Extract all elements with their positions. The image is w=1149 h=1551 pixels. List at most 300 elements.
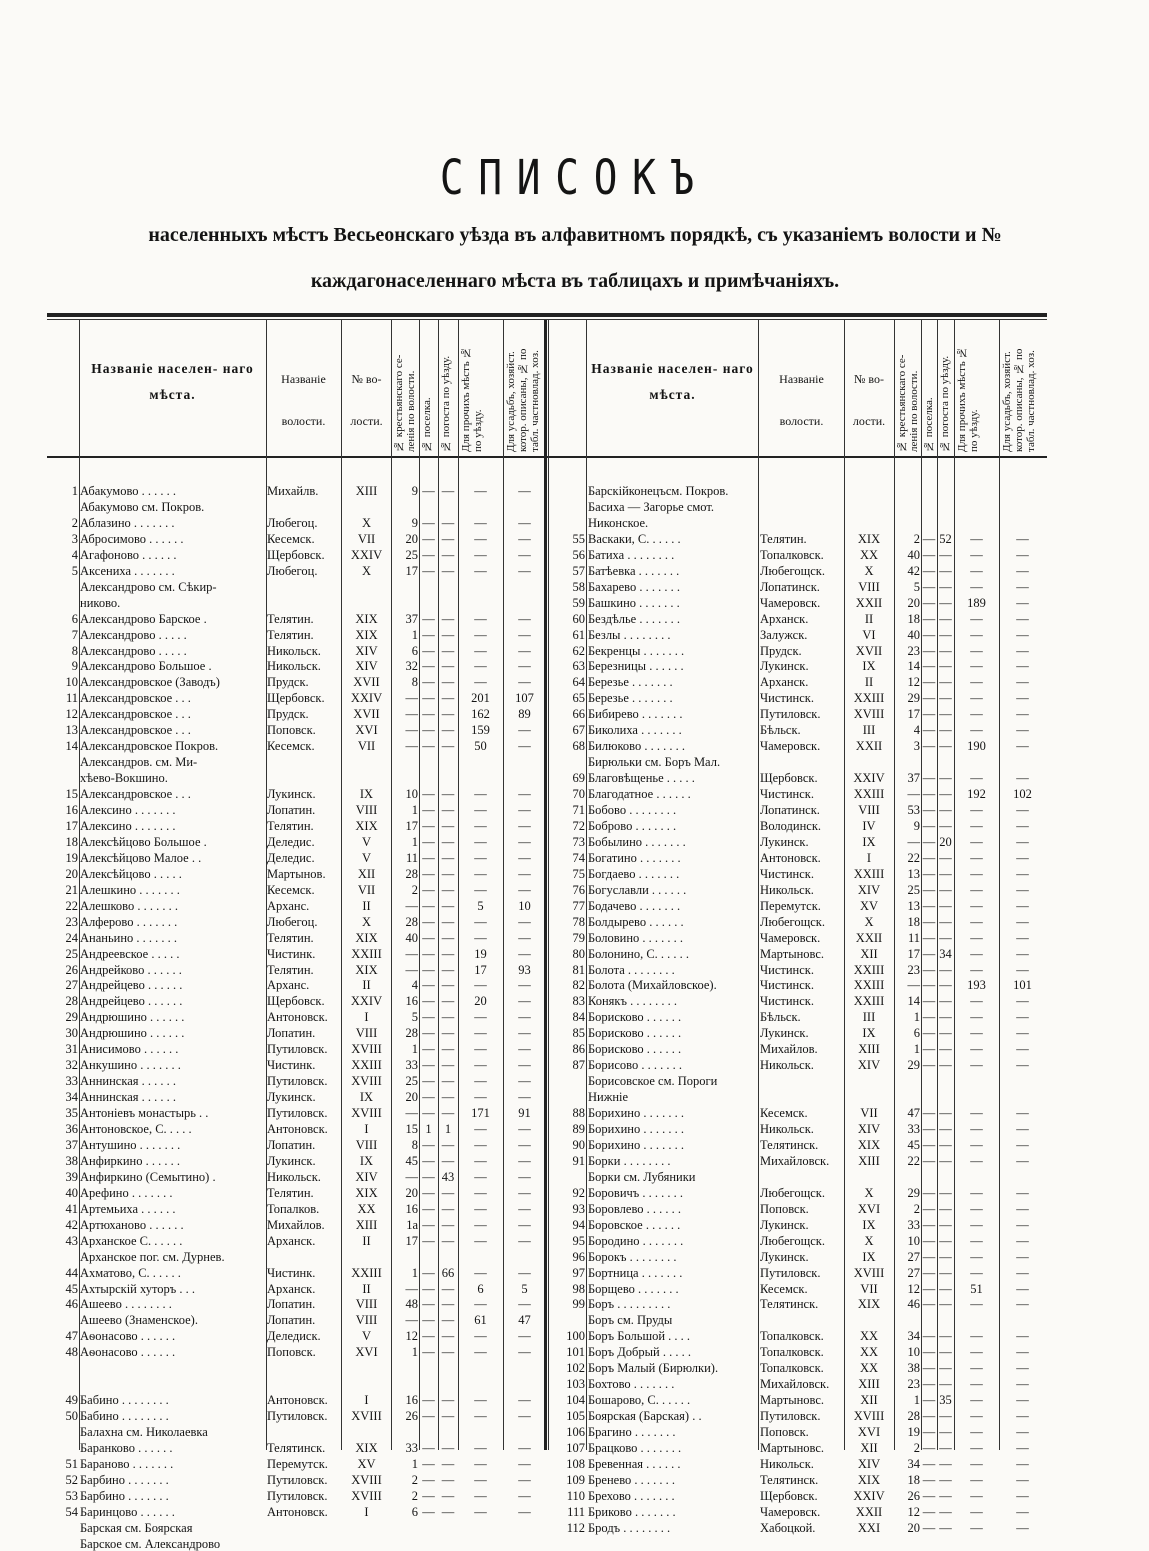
entry-number: 105 (566, 1409, 585, 1424)
estate-number: — (518, 627, 531, 642)
estate-number: — (518, 946, 531, 961)
volost-name: Перемутск. (760, 898, 821, 913)
village-number: 25 (405, 547, 418, 562)
place-name: Боровичъ . . . . . . . (588, 1185, 684, 1200)
settlement-number: — (422, 834, 435, 849)
entry-number: 98 (572, 1281, 585, 1296)
estate-number: 101 (1013, 978, 1032, 993)
estate-number: — (518, 1058, 531, 1073)
place-name: Биколиха . . . . . . . (588, 723, 682, 738)
volost-number: I (866, 850, 872, 865)
place-name: Барбино . . . . . . . (80, 1488, 169, 1503)
volost-name: Любегоц. (267, 563, 318, 578)
pogost-number: — (441, 627, 455, 642)
volost-number: IX (862, 1026, 876, 1041)
pogost-number: — (939, 1106, 952, 1121)
place-name: Арханское С. . . . . . (80, 1233, 183, 1248)
other-number: 20 (474, 994, 487, 1009)
village-number: 13 (907, 898, 920, 913)
volost-number: XIII (858, 1153, 880, 1168)
settlement-number: — (422, 1393, 435, 1408)
volost-number: XVIII (853, 1265, 885, 1280)
estate-number: — (518, 1393, 531, 1408)
pogost-number: — (441, 1074, 455, 1089)
volost-name: Михайлов. (760, 1042, 818, 1057)
settlement-number: — (922, 1249, 936, 1264)
pogost-number: — (939, 866, 952, 881)
entry-number: 96 (572, 1249, 585, 1264)
other-number: — (970, 1106, 983, 1121)
estate-number: — (518, 1026, 531, 1041)
estate-number: 89 (518, 707, 531, 722)
estate-number: — (518, 1233, 531, 1248)
volost-name: Прудск. (267, 707, 309, 722)
village-number: — (405, 946, 418, 961)
volost-number: XVIII (351, 1106, 382, 1121)
volost-number: XXIII (853, 787, 885, 802)
estate-number: — (518, 675, 531, 690)
other-number: — (474, 1345, 487, 1360)
village-number: 17 (907, 946, 920, 961)
village-number: 42 (907, 563, 920, 578)
estate-number: — (1016, 611, 1029, 626)
place-name: Бородино . . . . . . . (588, 1233, 684, 1248)
settlement-number: — (422, 1217, 435, 1232)
other-number: 189 (967, 595, 986, 610)
village-number: 45 (907, 1137, 920, 1152)
estate-number: — (518, 1345, 531, 1360)
right-table-row (0, 755, 1149, 769)
village-number: 9 (913, 818, 920, 833)
village-number: — (907, 978, 920, 993)
volost-name: Любегощск. (760, 914, 825, 929)
entry-number: 25 (65, 946, 78, 961)
right-table-row (0, 1297, 1149, 1311)
volost-name: Антоновск. (267, 1122, 328, 1136)
entry-number: 57 (572, 563, 585, 578)
settlement-number: — (922, 866, 936, 881)
other-number: — (970, 1122, 983, 1136)
settlement-number: — (422, 611, 435, 626)
village-number: 47 (907, 1106, 920, 1121)
volost-name: Кесемск. (760, 1281, 808, 1296)
volost-name: Прудск. (760, 643, 802, 658)
pogost-number: — (939, 1520, 952, 1535)
place-name: Ахтырскій хуторъ . . . (80, 1281, 196, 1296)
right-header-volost-no: № во- лости. (852, 372, 886, 428)
estate-number: — (518, 611, 531, 626)
estate-number: — (518, 739, 531, 754)
estate-number: — (1016, 1042, 1029, 1057)
settlement-number: — (422, 643, 435, 658)
pogost-number: — (441, 1297, 455, 1312)
settlement-number: — (922, 1026, 936, 1041)
volost-name: Чистинск. (760, 978, 814, 993)
volost-number: XIX (355, 1185, 378, 1200)
pogost-number: — (939, 1361, 952, 1376)
entry-number: 110 (566, 1488, 585, 1503)
right-table-row (0, 1202, 1149, 1216)
volost-name: Путиловск. (267, 1042, 328, 1057)
volost-number: XXIV (350, 691, 383, 706)
settlement-number: — (922, 1185, 936, 1200)
volost-name: Лукинск. (760, 659, 809, 674)
place-name: Бабино . . . . . . . . (80, 1409, 169, 1424)
settlement-number: — (422, 691, 435, 706)
village-number: 16 (405, 1393, 418, 1408)
right-table-row (0, 899, 1149, 913)
pogost-number: — (441, 787, 455, 802)
entry-number: 47 (65, 1329, 78, 1344)
village-number: 28 (907, 1409, 920, 1424)
right-table-row (0, 1266, 1149, 1280)
volost-name: Путиловск. (760, 1265, 821, 1280)
volost-number: VIII (858, 803, 880, 817)
volost-name: Топалковск. (760, 1361, 824, 1376)
entry-number: 61 (572, 627, 585, 642)
place-name: Александрово Большое . (80, 659, 212, 674)
entry-number: 6 (71, 611, 78, 626)
village-number: 26 (405, 1409, 418, 1424)
village-number: — (405, 962, 418, 977)
volost-name: Кесемск. (760, 1106, 808, 1121)
other-number: — (474, 1393, 487, 1408)
pogost-number: — (939, 1153, 952, 1168)
other-number: — (970, 930, 983, 945)
place-name: Березье . . . . . . . (588, 675, 673, 690)
entry-number: 24 (65, 930, 78, 945)
volost-number: XIX (857, 1297, 881, 1312)
other-number: — (970, 834, 983, 849)
entry-number: 107 (566, 1441, 585, 1455)
other-number: — (970, 547, 983, 562)
place-name: Басиха — Загорье смот. (588, 499, 715, 514)
village-number: 4 (411, 978, 418, 993)
volost-number: IX (862, 1249, 876, 1264)
pogost-number: — (441, 1393, 455, 1408)
pogost-number: — (939, 659, 952, 674)
estate-number: — (518, 643, 531, 658)
other-number: — (474, 978, 487, 993)
village-number: 12 (907, 675, 920, 690)
volost-name: Щербовск. (267, 994, 325, 1009)
settlement-number: — (922, 898, 936, 913)
estate-number: — (1016, 1441, 1029, 1455)
settlement-number: — (922, 1361, 936, 1376)
settlement-number: — (422, 659, 435, 674)
estate-number: — (518, 1488, 531, 1503)
volost-name: Залужск. (760, 627, 808, 642)
place-name: Борихино . . . . . . . (588, 1122, 684, 1136)
estate-number: — (1016, 1010, 1029, 1025)
place-name: Аѳонасово . . . . . . (80, 1329, 176, 1344)
settlement-number: — (922, 850, 936, 865)
settlement-number: — (422, 739, 435, 754)
entry-number: 48 (65, 1345, 78, 1360)
entry-number: 11 (65, 691, 78, 706)
pogost-number: — (939, 627, 952, 642)
other-number: — (474, 1201, 487, 1216)
right-table-row (0, 675, 1149, 689)
estate-number: — (518, 1456, 531, 1471)
volost-name: Кесемск. (267, 739, 315, 754)
village-number: — (907, 834, 920, 849)
volost-name: Деледиск. (267, 1329, 321, 1344)
settlement-number: — (922, 994, 936, 1009)
place-name: Аблазино . . . . . . . (80, 515, 175, 530)
place-name: Бродъ . . . . . . . . (588, 1520, 671, 1535)
village-number: 37 (405, 611, 418, 626)
table-top-rule (47, 313, 1047, 317)
village-number: 40 (405, 930, 418, 945)
right-table-row (0, 771, 1149, 785)
pogost-number: — (939, 1137, 952, 1152)
volost-name: Чамеровск. (760, 930, 821, 945)
right-table-row (0, 723, 1149, 737)
entry-number: 70 (572, 787, 585, 802)
other-number: — (970, 850, 983, 865)
place-name: Болота . . . . . . . . (588, 962, 675, 977)
entry-number: 85 (572, 1026, 585, 1041)
estate-number: — (1016, 962, 1029, 977)
other-number: — (970, 1520, 983, 1535)
subtitle-line-1: населенныхъ мѣстъ Весьеонскаго уѣзда въ алфавитномъ порядкѣ, съ указаніемъ волости и № (148, 224, 1002, 246)
place-name: Борки см. Лубяники (588, 1169, 696, 1184)
other-number: — (970, 1026, 983, 1041)
volost-number: X (864, 914, 874, 929)
other-number: 61 (474, 1313, 487, 1328)
village-number: 1 (913, 1393, 920, 1408)
place-name: Бошарово, С. . . . . . (588, 1393, 691, 1408)
volost-number: XVIII (351, 1472, 382, 1487)
right-table-row (0, 707, 1149, 721)
place-name: Боръ Добрый . . . . . (588, 1345, 691, 1360)
other-number: — (970, 531, 983, 546)
pogost-number: — (441, 1042, 455, 1057)
village-number: — (405, 1281, 418, 1296)
place-name: Бабино . . . . . . . . (80, 1393, 169, 1408)
place-name: Бодачево . . . . . . . (588, 898, 681, 913)
place-name: Борихино . . . . . . . (588, 1137, 684, 1152)
right-table-row (0, 978, 1149, 992)
volost-name: Чистинск. (760, 994, 814, 1009)
estate-number: — (1016, 850, 1029, 865)
pogost-number: — (441, 1090, 455, 1105)
estate-number: — (1016, 723, 1029, 738)
other-number: — (474, 1169, 487, 1184)
entry-number: 73 (572, 834, 585, 849)
pogost-number: — (441, 611, 455, 626)
settlement-number: — (422, 866, 435, 881)
village-number: — (405, 707, 418, 722)
entry-number: 55 (572, 531, 585, 546)
entry-number: 52 (65, 1472, 78, 1487)
volost-number: V (361, 850, 372, 865)
village-number: 46 (907, 1297, 920, 1312)
estate-number: — (1016, 1456, 1029, 1471)
place-name: Баранково . . . . . . (80, 1441, 173, 1455)
place-name: Бортница . . . . . . . (588, 1265, 683, 1280)
pogost-number: 34 (939, 946, 952, 961)
volost-number: IX (359, 787, 374, 802)
estate-number: — (1016, 1361, 1029, 1376)
settlement-number: — (922, 1042, 936, 1057)
place-name: Анфиркино . . . . . . (80, 1153, 180, 1168)
volost-number: IV (862, 818, 876, 833)
pogost-number: — (939, 1217, 952, 1232)
other-number: 17 (474, 962, 487, 977)
other-number: — (970, 1185, 983, 1200)
volost-name: Никольск. (760, 1122, 814, 1136)
estate-number: — (518, 866, 531, 881)
pogost-number: — (939, 818, 952, 833)
volost-name: Телятин. (267, 627, 314, 642)
entry-number: 81 (572, 962, 585, 977)
volost-number: IX (862, 659, 876, 674)
settlement-number: — (422, 962, 435, 977)
place-name: Арханское пог. см. Дурнев. (80, 1249, 225, 1264)
settlement-number: — (422, 1265, 435, 1280)
volost-number: XIII (858, 1377, 880, 1392)
volost-name: Мартыновс. (760, 946, 825, 961)
pogost-number: — (939, 1042, 952, 1057)
volost-name: Чамеровск. (760, 1504, 821, 1519)
estate-number: — (1016, 1106, 1029, 1121)
entry-number: 101 (566, 1345, 585, 1360)
volost-name: Кесемск. (267, 531, 315, 546)
village-number: 8 (411, 675, 418, 690)
estate-number: 107 (515, 691, 534, 706)
estate-number: — (1016, 1297, 1029, 1312)
volost-name: Телятин. (267, 1185, 314, 1200)
village-number: 1 (411, 803, 418, 817)
place-name: Борокъ . . . . . . . . (588, 1249, 677, 1264)
volost-name: Лопатинск. (760, 803, 820, 817)
place-name: Абросимово . . . . . . (80, 531, 184, 546)
settlement-number: — (922, 1201, 936, 1216)
left-header-volost: Названіе волости. (281, 372, 326, 428)
volost-number: XXIV (350, 547, 383, 562)
entry-number: 12 (65, 707, 78, 722)
place-name: Башкино . . . . . . . (588, 595, 680, 610)
pogost-number: — (441, 882, 455, 897)
village-number: 18 (907, 611, 920, 626)
settlement-number: — (422, 978, 435, 993)
left-header-volost-no: № во- лости. (350, 372, 383, 428)
entry-number: 79 (572, 930, 585, 945)
volost-number: XII (860, 1393, 878, 1408)
other-number: — (474, 1058, 487, 1073)
settlement-number: — (922, 1058, 936, 1073)
pogost-number: — (939, 1441, 952, 1455)
entry-number: 103 (566, 1377, 585, 1392)
entry-number: 10 (65, 675, 78, 690)
entry-number: 112 (566, 1520, 585, 1535)
volost-number: II (362, 1233, 371, 1248)
pogost-number: — (441, 850, 455, 865)
volost-name: Чистинк. (267, 1265, 316, 1280)
village-number: 29 (907, 1185, 920, 1200)
village-number: 1a (406, 1217, 418, 1232)
right-table-row (0, 532, 1149, 546)
settlement-number: — (422, 1074, 435, 1089)
right-table-row (0, 1329, 1149, 1343)
other-number: — (474, 1185, 487, 1200)
volost-number: XIX (355, 818, 378, 833)
entry-number: 23 (65, 914, 78, 929)
volost-name: Лукинск. (760, 1026, 809, 1041)
volost-number: XXII (855, 930, 883, 945)
place-name: Боръ Малый (Бирюлки). (588, 1361, 719, 1376)
other-number: — (970, 994, 983, 1009)
volost-name: Хабоцкой. (760, 1520, 816, 1535)
settlement-number: — (422, 787, 435, 802)
other-number: — (970, 962, 983, 977)
volost-number: XXIII (853, 962, 885, 977)
other-number: — (474, 1265, 487, 1280)
settlement-number: — (922, 1329, 936, 1344)
estate-number: — (518, 803, 531, 817)
place-name: Борихино . . . . . . . (588, 1106, 684, 1121)
place-name: Боровлево . . . . . . (588, 1201, 682, 1216)
other-number: — (474, 818, 487, 833)
volost-name: Антоновск. (267, 1504, 328, 1519)
right-table-row (0, 691, 1149, 705)
village-number: 2 (411, 1488, 418, 1503)
right-table-row (0, 1186, 1149, 1200)
other-number: — (970, 1201, 983, 1216)
place-name: Батѣевка . . . . . . . (588, 563, 680, 578)
village-number: — (405, 1169, 418, 1184)
volost-name: Телятинск. (760, 1137, 819, 1152)
other-number: — (970, 1217, 983, 1232)
left-table-row (0, 1537, 1149, 1551)
volost-name: Щербовск. (760, 1488, 818, 1503)
other-number: — (474, 627, 487, 642)
volost-name: Чистинск. (760, 962, 814, 977)
volost-number: III (862, 723, 876, 738)
left-header-name: Названіе населен- наго мѣста. (91, 361, 254, 402)
volost-number: I (364, 1393, 369, 1408)
pogost-number: — (939, 1265, 952, 1280)
right-table-row (0, 500, 1149, 514)
other-number: 162 (471, 707, 490, 722)
pogost-number: — (939, 978, 952, 993)
entry-number: 21 (65, 882, 78, 897)
volost-number: X (864, 1185, 874, 1200)
settlement-number: — (422, 1409, 435, 1424)
entry-number: 104 (566, 1393, 585, 1408)
settlement-number: — (422, 1042, 435, 1057)
village-number: 2 (411, 882, 418, 897)
village-number: 12 (907, 1504, 920, 1519)
right-table-row (0, 564, 1149, 578)
right-table-row (0, 1138, 1149, 1152)
pogost-number: — (441, 962, 455, 977)
place-name: Болонино, С. . . . . . (588, 946, 690, 961)
village-number: 27 (907, 1265, 920, 1280)
settlement-number: — (922, 803, 936, 817)
estate-number: — (1016, 1026, 1029, 1041)
entry-number: 64 (572, 675, 585, 690)
entry-number: 76 (572, 882, 585, 897)
right-header-estate-no: Для усадьбъ, хозяйст. котор. описаны, № по табл. частновлад. хоз. (1001, 348, 1037, 452)
entry-number: 19 (65, 850, 78, 865)
estate-number: — (1016, 739, 1029, 754)
place-name: Абакумово . . . . . . (80, 484, 177, 498)
estate-number: 47 (518, 1313, 531, 1328)
pogost-number: — (939, 771, 952, 786)
